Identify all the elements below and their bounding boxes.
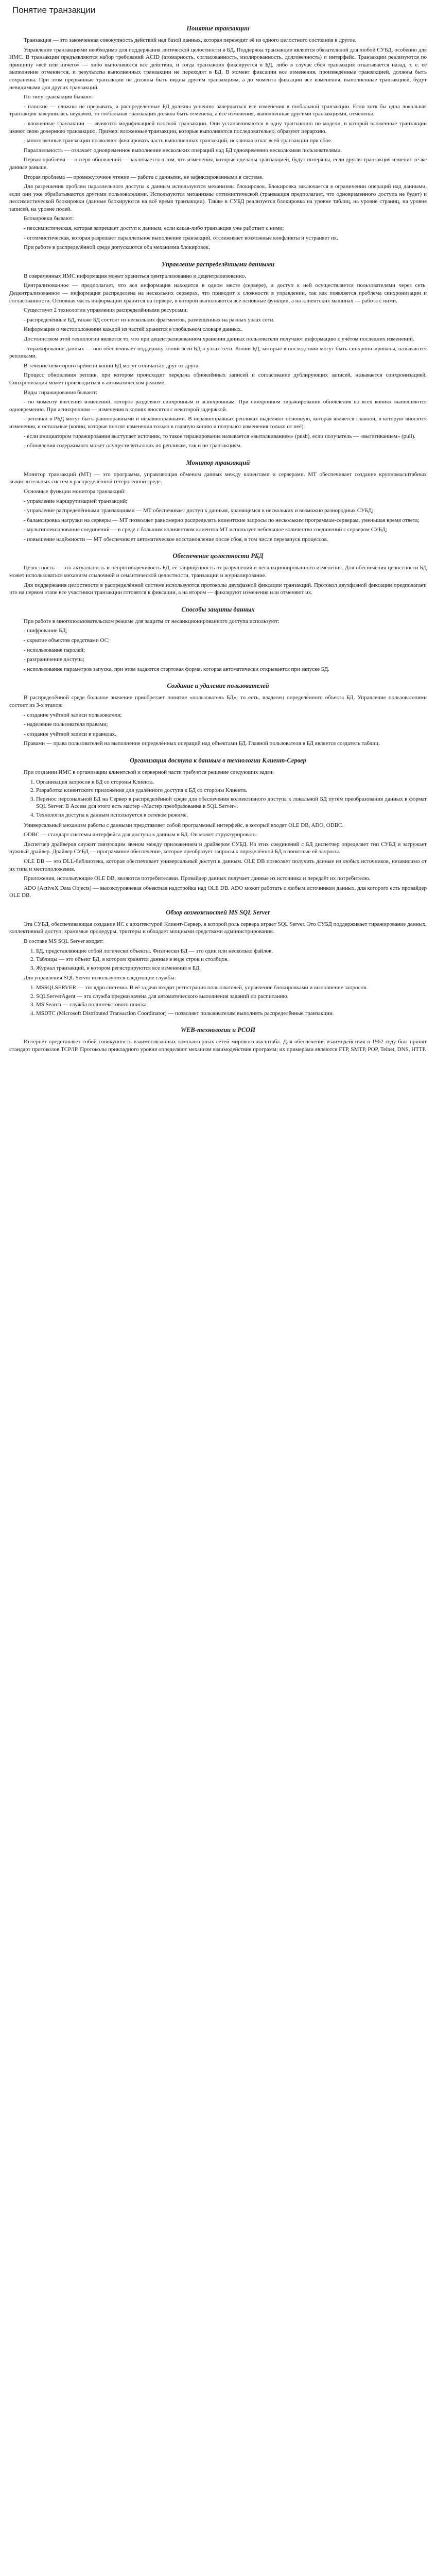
paragraph: - вложенные транзакции — являются модификацией плоской транзакции. Они устанавливаются в одну транзакцию по модели, в которой вложенные транзакции имеют свою дочернюю транзакцию. Пример: вложенные транзакции, которые выполняются последовательно, образуют иерархию. bbox=[9, 120, 427, 134]
paragraph: - использование параметров запуска, при этом задаются стартовая форма, которая автоматически открывается при запуске БД. bbox=[24, 666, 329, 672]
paragraph: Информация о местоположении каждой из частей хранится в глобальном словаре данных. bbox=[24, 326, 242, 333]
section-heading: Способы защиты данных bbox=[181, 605, 255, 613]
paragraph: Основные функции монитора транзакций: bbox=[24, 488, 126, 495]
list-item: 2. Таблицы — это объект БД, в котором хранятся данные в виде строк и столбцов. bbox=[36, 956, 427, 963]
paragraph: - повышение надёжности — МТ обеспечивает автоматическое восстановление после сбоя, в том числе перезапуск процессов. bbox=[24, 536, 328, 543]
numbered-list bbox=[9, 984, 427, 1017]
page-title: Понятие транзакции bbox=[12, 5, 96, 15]
paragraph: - если инициатором тиражирования выступает источник, то такое тиражирование называется «выталкиванием» (push), если получатель — «вытягиванием» (pull). bbox=[24, 433, 416, 439]
paragraph: Управление транзакциями необходимо для поддержания логической целостности в БД. Поддержка транзакции является обязательной для любой СУБД, особенно для ИМС. В транзакции предъявляются набор требований ACID (атомарность, согласованность, изолированность, долговечность) и интерфейс. Транзакции реализуются по принципу «всё или ничего» — либо выполняются все действия, и тогда транзакция фиксируется в БД, либо в случае сбоя транзакция откатывается назад, т. е. её выполнение отменяется, и результаты выполненных транзакции не переходят в БД. В момент фиксации все изменения, произведённые транзакцией, должны быть сохранены. При этом прерванные транзакции не должны быть видны другим транзакциям, а до момента фиксации все изменения, выполненные транзакцией, будут невидимыми для других транзакций. bbox=[9, 46, 427, 91]
paragraph: При работе в распределённой среде допускаются оба механизма блокировок. bbox=[24, 244, 210, 251]
paragraph: ODBC — стандарт системы интерфейса для доступа к данным в БД. Он может структурировать. bbox=[24, 832, 257, 838]
paragraph: Монитор транзакций (МТ) — это программа, управляющая обменом данных между клиентами и серверами. МТ обеспечивает создание крупномасштабных вычислительных систем в распределённой гетерогенной среде. bbox=[9, 471, 427, 485]
paragraph: В распределённой среде большое значение приобретает понятие «пользователь БД», то есть, владелец определённого объекта БД. Управление пользователями состоит из 3-х этапов: bbox=[9, 694, 427, 708]
paragraph: Параллельность — означает одновременное выполнение нескольких операций над БД одновременно несколькими пользователями. bbox=[24, 147, 342, 154]
paragraph: Транзакция — это законченная совокупность действий над базой данных, которая переводит её из одного целостного состояния в другое. bbox=[24, 37, 357, 43]
paragraph: По типу транзакции бывают: bbox=[24, 94, 94, 100]
list-item: 1. Организация запросов к БД со стороны Клиента. bbox=[36, 778, 427, 786]
paragraph: Правами — права пользователей на выполнение определённых операций над объектами БД. Главной пользователя в БД является создатель таблиц. bbox=[24, 740, 380, 747]
list-item: 4. MSDTC (Microsoft Distributed Transaction Coordinator) — позволяет пользователям выполнять распределённые транзакции. bbox=[36, 1010, 427, 1018]
paragraph: - оптимистическая, которая разрешает параллельное выполнение транзакций, отслеживает возможные конфликты и устраняет их. bbox=[24, 234, 339, 241]
document-page bbox=[0, 0, 436, 1066]
paragraph: При работе в многопользовательском режиме для защиты от несанкционированного доступа используют: bbox=[24, 618, 280, 624]
paragraph: - наделение пользователя правами; bbox=[24, 721, 108, 728]
paragraph: ADO (ActiveX Data Objects) — высокоуровневая объектная надстройка над OLE DB. ADO может работать с любым источником данных, для которого есть провайдер OLE DB. bbox=[9, 885, 427, 899]
paragraph: Вторая проблема — промежуточное чтение — работа с данными, не зафиксированными в системе. bbox=[24, 174, 264, 180]
paragraph: Диспетчер драйверов служит связующим звеном между приложением и драйвером СУБД. Из этих соединений с БД диспетчер определяет тип СУБД и загружает нужный драйвер. Драйвер СУБД — программное обеспечение, которое преобразует запросы к определённой БД в понятные ей запросы. bbox=[9, 841, 427, 855]
section-heading: Обзор возможностей MS SQL Server bbox=[166, 908, 270, 916]
list-item: 3. Журнал транзакций, в котором регистрируются все изменения в БД. bbox=[36, 964, 427, 972]
paragraph: - мультиплексирование соединений — в среде с большим количеством клиентов МТ использует небольшое количество соединений с сервером СУБД; bbox=[24, 527, 388, 533]
paragraph: - обновления содержимого может осуществляться как по репликам, так и по транзакциям. bbox=[24, 443, 242, 449]
section-heading: Организация доступа к данным в технологии Клиент-Сервер bbox=[130, 756, 306, 764]
list-item: 1. MSSQLSERVER — это ядро системы. В её задачи входит регистрация пользователей, управление блокировками и выполнение запросов. bbox=[36, 984, 427, 992]
numbered-list bbox=[9, 947, 427, 972]
paragraph: - использование паролей; bbox=[24, 647, 85, 653]
paragraph: - создание учётной записи в правилах. bbox=[24, 731, 116, 737]
paragraph: Эта СУБД, обеспечивающая создание ИС с архитектурой Клиент-Сервер, в которой роль сервера играет SQL Server. Это СУБД поддерживает тиражирование данных, коллективный доступ, хранимые процедуры, триггеры и обладает мощными средствами администрирования. bbox=[9, 921, 427, 935]
paragraph: Первая проблема — потеря обновлений — заключается в том, что изменения, которые сделаны транзакцией, будут потеряны, если другая транзакция изменит те же данные раньше. bbox=[9, 157, 427, 171]
paragraph: - пессимистическая, которая запрещает доступ к данным, если какая-либо транзакция уже работает с ними; bbox=[24, 225, 284, 232]
paragraph: - многозвенные транзакции позволяют фиксировать часть выполненных транзакций, исключая откат всей транзакции при сбое. bbox=[24, 138, 333, 144]
paragraph: Процесс обновления реплик, при котором происходит передача обновлённых записей и согласование дублирующих записей, называется синхронизацией. Синхронизация может производиться в автоматическом режиме. bbox=[9, 372, 427, 386]
list-item: 3. Перенос персональной БД на Сервер в распределённой среде для обеспечения коллективного доступа к локальной БД путём преобразования данных в формат SQL Server. В Access для этого есть мастер «Мастер преобразования в SQL Server». bbox=[36, 795, 427, 810]
document-body bbox=[9, 25, 427, 1054]
paragraph: Централизованное — предполагает, что вся информация находится в одном месте (сервере), и доступ к ней осуществляется пользователями через сеть. Децентрализованное — информация распределена на нескольких серверах, что приводит к сложности в управлении, так как появляется проблема синхронизации и согласованности. Основная часть информации хранится на сервере, в которой выполняются все основные функции, а на клиентских машинах — работа с ними. bbox=[9, 282, 427, 304]
list-item: 1. БД, представляющие собой логически объекты. Физически БД — это один или несколько файлов. bbox=[36, 947, 427, 955]
paragraph: Для управления SQL Server используются следующие службы: bbox=[24, 975, 176, 981]
section-heading: Создание и удаление пользователей bbox=[167, 682, 269, 690]
section-heading: Монитор транзакций bbox=[186, 459, 250, 466]
paragraph: Универсальный механизм работы с данными представляет собой программный интерфейс, в который входят OLE DB, ADO, ODBC. bbox=[24, 822, 344, 828]
numbered-list bbox=[9, 778, 427, 819]
paragraph: Достоинством этой технологии является то, что при децентрализованном хранении данных пользователи получают информацию с учётом последних изменений. bbox=[24, 336, 414, 342]
paragraph: Для поддержания целостности в распределённой системе используются протоколы двухфазной фиксации транзакций. Протокол двухфазной фиксации предполагает, что на первом этапе все участники транзакции готовятся к фиксации, а на втором — фиксируют изменения или отменяют их. bbox=[9, 582, 427, 596]
paragraph: - тиражирование данных — оно обеспечивает поддержку копий всей БД в узлах сети. Копии БД, которые в последствии могут быть синхронизированы, называются репликами. bbox=[9, 345, 427, 360]
paragraph: - шифрование БД; bbox=[24, 628, 67, 634]
list-item: 2. SQLServerAgent — эта служба предназначена для автоматического выполнения заданий по расписанию. bbox=[36, 993, 427, 1001]
paragraph: В течение некоторого времени копии БД могут отличаться друг от друга. bbox=[24, 362, 200, 369]
paragraph: - реплики в РБД могут быть равноправными и неравноправными. В неравноправных репликах выделяют основную, которая является главной, в которую вносятся изменения, и остальные (копии, которые вносят изменения только в главную копию и получают изменения только от неё). bbox=[9, 416, 427, 430]
paragraph: Интернет представляет собой совокупность взаимосвязанных компьютерных сетей мирового масштаба. Для обеспечения взаимодействия в 1962 году был принят стандарт протоколов TCP/IP. Протоколы прикладного уровня определяют механизм взаимодействия программ; их примерами являются FTP, SMTP, POP, Telnet, DNS, HTTP. bbox=[9, 1039, 427, 1053]
paragraph: Блокировки бывают: bbox=[24, 215, 74, 222]
section-heading: Управление распределёнными данными bbox=[161, 260, 275, 268]
paragraph: В составе MS SQL Server входят: bbox=[24, 938, 104, 945]
paragraph: - скрытие объектов средствами ОС; bbox=[24, 637, 110, 644]
paragraph: Виды тиражирования бывают: bbox=[24, 389, 97, 396]
paragraph: Целостность — это актуальность и непротиворечивость БД, её защищённость от разрушения и несанкционированного изменения. Для обеспечения целостности БД может использоваться механизм ссылочной и семантической целостности, транзакции и журналирование. bbox=[9, 565, 427, 579]
paragraph: - по моменту внесения изменений, которое разделяют синхронным и асинхронным. При синхронном тиражировании обновления во всех копиях выполняются одновременно. При асинхронном — изменения в копиях вносятся с некоторой задержкой. bbox=[9, 399, 427, 413]
paragraph: Приложения, использующие OLE DB, являются потребителями. Провайдер данных получает данные из источника и передаёт их потребителю. bbox=[24, 875, 371, 882]
paragraph: Для разрешения проблем параллельного доступа к данным используются механизмы блокировок. Блокировка заключается в ограничении операций над данными, если они уже обрабатываются другими пользователями. Используются механизмы оптимистической (транзакция предполагает, что одновременного доступа не будет) и пессимистической блокировки (данные блокируются на всё время транзакции). Также в СУБД реализуется блокировка на уровне таблиц, на уровне страниц, на уровне записей, на уровне полей. bbox=[9, 183, 427, 212]
paragraph: В современных ИМС информация может храниться централизованно и децентрализованно. bbox=[24, 273, 246, 279]
paragraph: - создание учётной записи пользователя; bbox=[24, 711, 122, 718]
paragraph: - плоские — сложны не прерывать, а распределённые БД должны успешно завершаться все изменения в глобальной транзакции. Если хотя бы одна локальная транзакция завершилась неудачей, то глобальная транзакция должна быть отменена, а все изменения, выполненные другими транзакциями, отменены. bbox=[9, 103, 427, 117]
section-heading: Понятие транзакции bbox=[186, 25, 250, 32]
paragraph: - распределённые БД, также БД состоят из нескольких фрагментов, размещённых на разных узлах сети. bbox=[24, 316, 275, 323]
section-heading: Обеспечение целостности РБД bbox=[172, 552, 264, 560]
paragraph: - управление маршрутизацией транзакций; bbox=[24, 498, 128, 504]
paragraph: - управление распределёнными транзакциями — МТ обеспечивает доступ к данным, хранящимся в нескольких и возможно разнородных СУБД; bbox=[24, 507, 374, 514]
list-item: 3. MS Search — служба полнотекстового поиска. bbox=[36, 1001, 427, 1009]
paragraph: При создании ИМС в организации клиентской и серверной части требуется решение следующих задач: bbox=[24, 769, 274, 775]
list-item: 4. Технология доступа к данным используется в сетевом режиме. bbox=[36, 811, 427, 819]
paragraph: Существует 2 технологии управления распределёнными ресурсами: bbox=[24, 307, 188, 314]
paragraph: - разграничение доступа; bbox=[24, 656, 84, 663]
section-heading: WEB-технологии и РСОИ bbox=[180, 1026, 256, 1034]
paragraph: - балансировка нагрузки на серверы — МТ позволяет равномерно распределять клиентские запросы по нескольким программам-серверам, уменьшая время ответа; bbox=[24, 517, 420, 523]
paragraph: OLE DB — это DLL-библиотека, которая обеспечивает универсальный доступ к данным. OLE DB позволяет получить данные из любых источников, независимо от их типа и местоположения. bbox=[9, 858, 427, 872]
list-item: 2. Разработка клиентского приложения для удалённого доступа к БД со стороны Клиента. bbox=[36, 787, 427, 794]
